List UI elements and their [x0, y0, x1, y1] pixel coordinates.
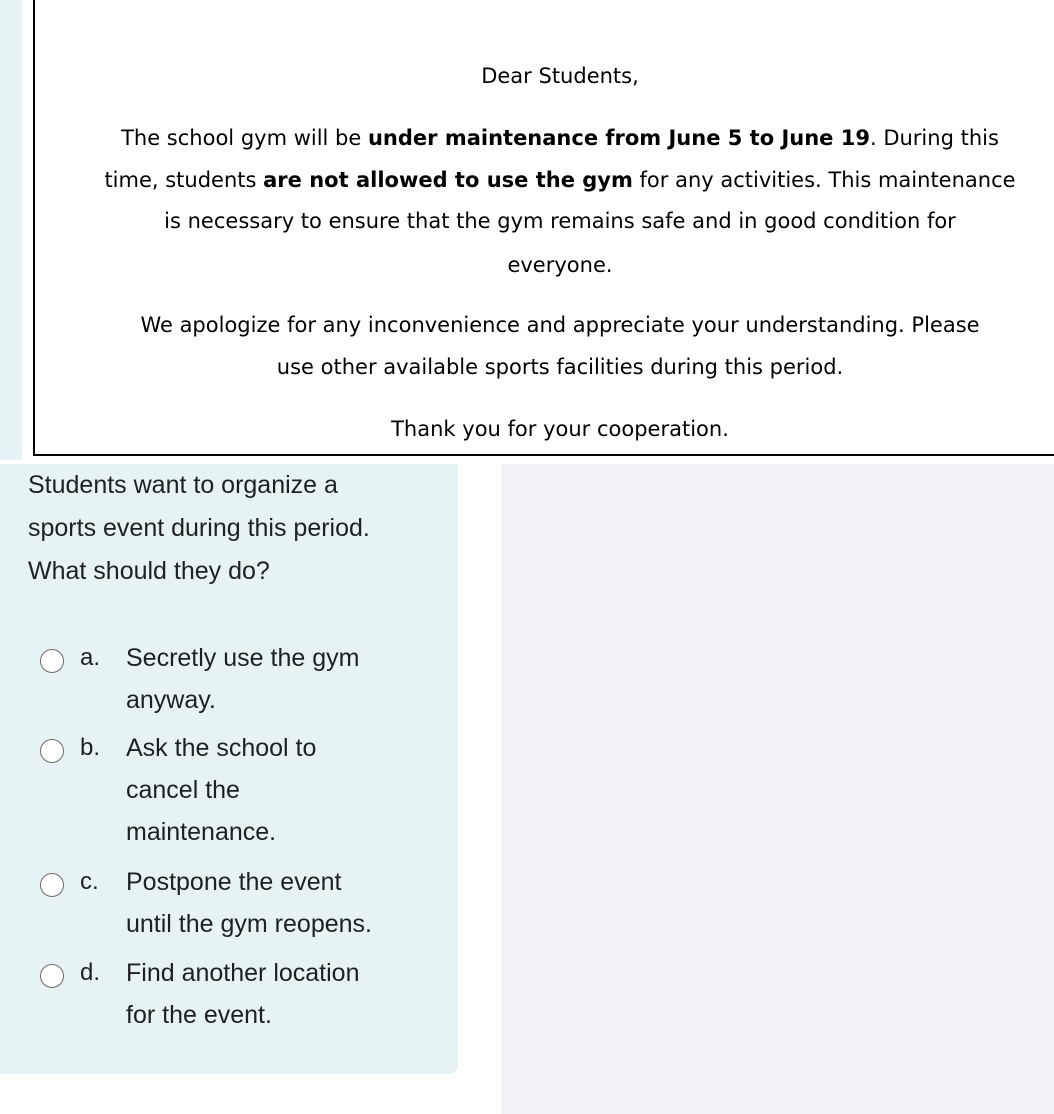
notice-paragraph-1-line-4: everyone.	[507, 253, 613, 277]
notice-paragraph-2-line-1: We apologize for any inconvenience and appreciate your understanding. Please	[140, 313, 980, 337]
notice-paragraph-2-line-2: use other available sports facilities during this period.	[276, 355, 844, 379]
question-card-top-strip	[0, 0, 22, 460]
notice-paragraph-1-line-1: The school gym will be under maintenance from June 5 to June 19. During this	[121, 126, 999, 150]
notice-paragraph-1-line-2: time, students are not allowed to use the gym for any activities. This maintenance	[104, 168, 1016, 192]
notice-image	[33, 0, 1054, 456]
notice-closing: Thank you for your cooperation.	[391, 417, 729, 441]
option-text: Secretly use the gym anyway.	[126, 644, 360, 714]
radio-button-d[interactable]	[40, 964, 64, 988]
option-letter: c.	[80, 868, 99, 895]
option-letter: d.	[80, 959, 101, 986]
right-panel	[501, 464, 1054, 1114]
notice-greeting: Dear Students,	[481, 64, 639, 88]
question-text: Students want to organize a sports event during this period. What should they do?	[28, 471, 370, 585]
option-text: Postpone the event until the gym reopens.	[126, 868, 372, 938]
option-text: Find another location for the event.	[126, 959, 360, 1029]
radio-button-a[interactable]	[40, 649, 64, 673]
notice-paragraph-1-line-3: is necessary to ensure that the gym remains safe and in good condition for	[164, 209, 956, 233]
option-text: Ask the school to cancel the maintenance.	[126, 734, 317, 846]
radio-button-b[interactable]	[40, 739, 64, 763]
option-letter: b.	[80, 734, 101, 761]
question-card	[0, 464, 458, 1074]
radio-button-c[interactable]	[40, 873, 64, 897]
option-letter: a.	[80, 644, 101, 671]
